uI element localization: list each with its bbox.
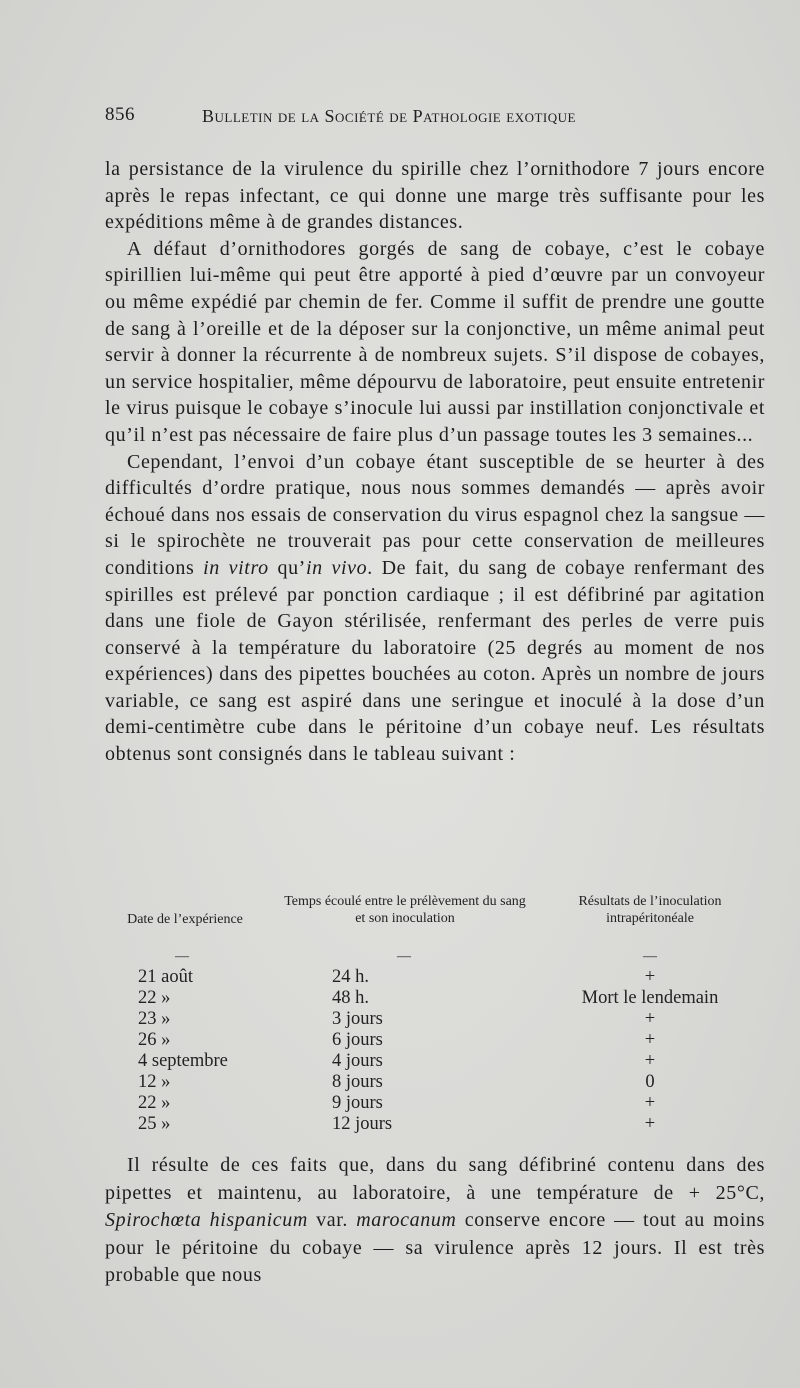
header-date: Date de l’expérience: [127, 912, 243, 927]
paragraph-3-text-b: qu’: [268, 556, 306, 579]
header-dashes: [110, 949, 770, 967]
italic-variety: marocanum: [356, 1209, 457, 1231]
result-cell: +: [644, 1030, 656, 1050]
date-cell: 22 »: [138, 988, 171, 1008]
table-row: [110, 1009, 770, 1030]
page-number: 856: [105, 104, 135, 125]
time-cell: 4 jours: [332, 1051, 383, 1071]
result-cell: +: [644, 1009, 656, 1029]
paragraph-4-text-b: var.: [307, 1209, 357, 1231]
paragraph-3-text-c: . De fait, du sang de cobaye renfermant des spirilles est prélevé par ponction cardiaque ; il est défibriné par agitation dans une fiole de Gayon stérilisée, renfermant des perles de verre puis conservé à la température du laboratoire (25 degrés au moment de nos expériences) dans des pipettes bouchées au coton. Après un nombre de jours variable, ce sang est aspiré dans une seringue et inoculé à la dose d’un demi-centimètre cube dans le péritoine d’un cobaye neuf. Les résultats obtenus sont consignés dans le tableau suivant :: [105, 556, 766, 766]
table-row: [110, 1093, 770, 1114]
table-row: [110, 1051, 770, 1072]
italic-species: Spirochœta hispanicum: [105, 1209, 308, 1231]
result-cell: +: [644, 1114, 656, 1134]
time-cell: 6 jours: [332, 1030, 383, 1050]
result-cell: +: [644, 1093, 656, 1113]
date-cell: 21 août: [138, 967, 193, 987]
italic-in-vitro: in vitro: [203, 556, 269, 579]
paragraph-1: la persistance de la virulence du spirille chez l’ornithodore 7 jours encore après le repas infectant, ce qui donne une marge très suffisante pour les expéditions même à de grandes distances.: [105, 158, 765, 234]
result-cell: Mort le lendemain: [581, 988, 719, 1008]
table-row: [110, 1030, 770, 1051]
date-cell: 12 »: [138, 1072, 171, 1092]
result-cell: 0: [645, 1072, 655, 1092]
dash-time: —: [397, 949, 411, 964]
paragraph-4-text-a: Il résulte de ces faits que, dans du sang défibriné contenu dans des pipettes et maintenu, au laboratoire, à une température de + 25°C,: [105, 1154, 765, 1204]
table-header: [110, 893, 770, 953]
results-table: [110, 893, 770, 1135]
result-cell: +: [644, 1051, 656, 1071]
time-cell: 3 jours: [332, 1009, 383, 1029]
paragraph-4: [105, 1152, 765, 1290]
header-time-elapsed: Temps écoulé entre le prélèvement du sang et son inoculation: [284, 894, 526, 926]
time-cell: 9 jours: [332, 1093, 383, 1113]
page-header: [105, 104, 765, 136]
date-cell: 25 »: [138, 1114, 171, 1134]
result-cell: +: [644, 967, 656, 987]
time-cell: 48 h.: [332, 988, 369, 1008]
paragraph-3: [105, 449, 765, 768]
dash-result: —: [643, 949, 657, 964]
dash-date: —: [175, 949, 189, 964]
table-row: [110, 967, 770, 988]
conclusion-paragraph: [105, 1152, 765, 1290]
date-cell: 22 »: [138, 1093, 171, 1113]
italic-in-vivo: in vivo: [305, 556, 368, 579]
paragraph-4-text-c: conserve encore — tout au moins pour le péritoine du cobaye — sa virulence après 12 jours. Il est très probable que nous: [105, 1209, 765, 1286]
time-cell: 24 h.: [332, 967, 369, 987]
header-results: Résultats de l’inoculation intrapéritonéale: [578, 894, 722, 926]
paragraph-2: A défaut d’ornithodores gorgés de sang de cobaye, c’est le cobaye spirillien lui-même qui peut être apporté à pied d’œuvre par un convoyeur ou même expédié par chemin de fer. Comme il suffit de prendre une goutte de sang à l’oreille et de la déposer sur la conjonctive, un même animal peut servir à donner la récurrente à de nombreux sujets. S’il dispose de cobayes, un service hospitalier, même dépourvu de laboratoire, peut ensuite entretenir le virus puisque le cobaye s’inocule lui aussi par instillation conjonctivale et qu’il n’est pas nécessaire de faire plus d’un passage toutes les 3 semaines...: [105, 237, 765, 446]
date-cell: 23 »: [138, 1009, 171, 1029]
table-body: [110, 967, 770, 1135]
date-cell: 26 »: [138, 1030, 171, 1050]
paragraph-3-text-a: Cependant, l’envoi d’un cobaye étant susceptible de se heurter à des difficultés d’ordre pratique, nous nous sommes demandés — après avoir échoué dans nos essais de conservation du virus espagnol chez la sangsue — si le spirochète ne trouverait pas pour cette conservation de meilleures conditions: [105, 450, 765, 579]
table-row: [110, 1114, 770, 1135]
time-cell: 12 jours: [332, 1114, 393, 1134]
date-cell: 4 septembre: [138, 1051, 228, 1071]
table-row: [110, 1072, 770, 1093]
body-text: [105, 156, 765, 768]
time-cell: 8 jours: [332, 1072, 383, 1092]
table-row: [110, 988, 770, 1009]
running-title: Bulletin de la Société de Pathologie exotique: [202, 106, 576, 126]
